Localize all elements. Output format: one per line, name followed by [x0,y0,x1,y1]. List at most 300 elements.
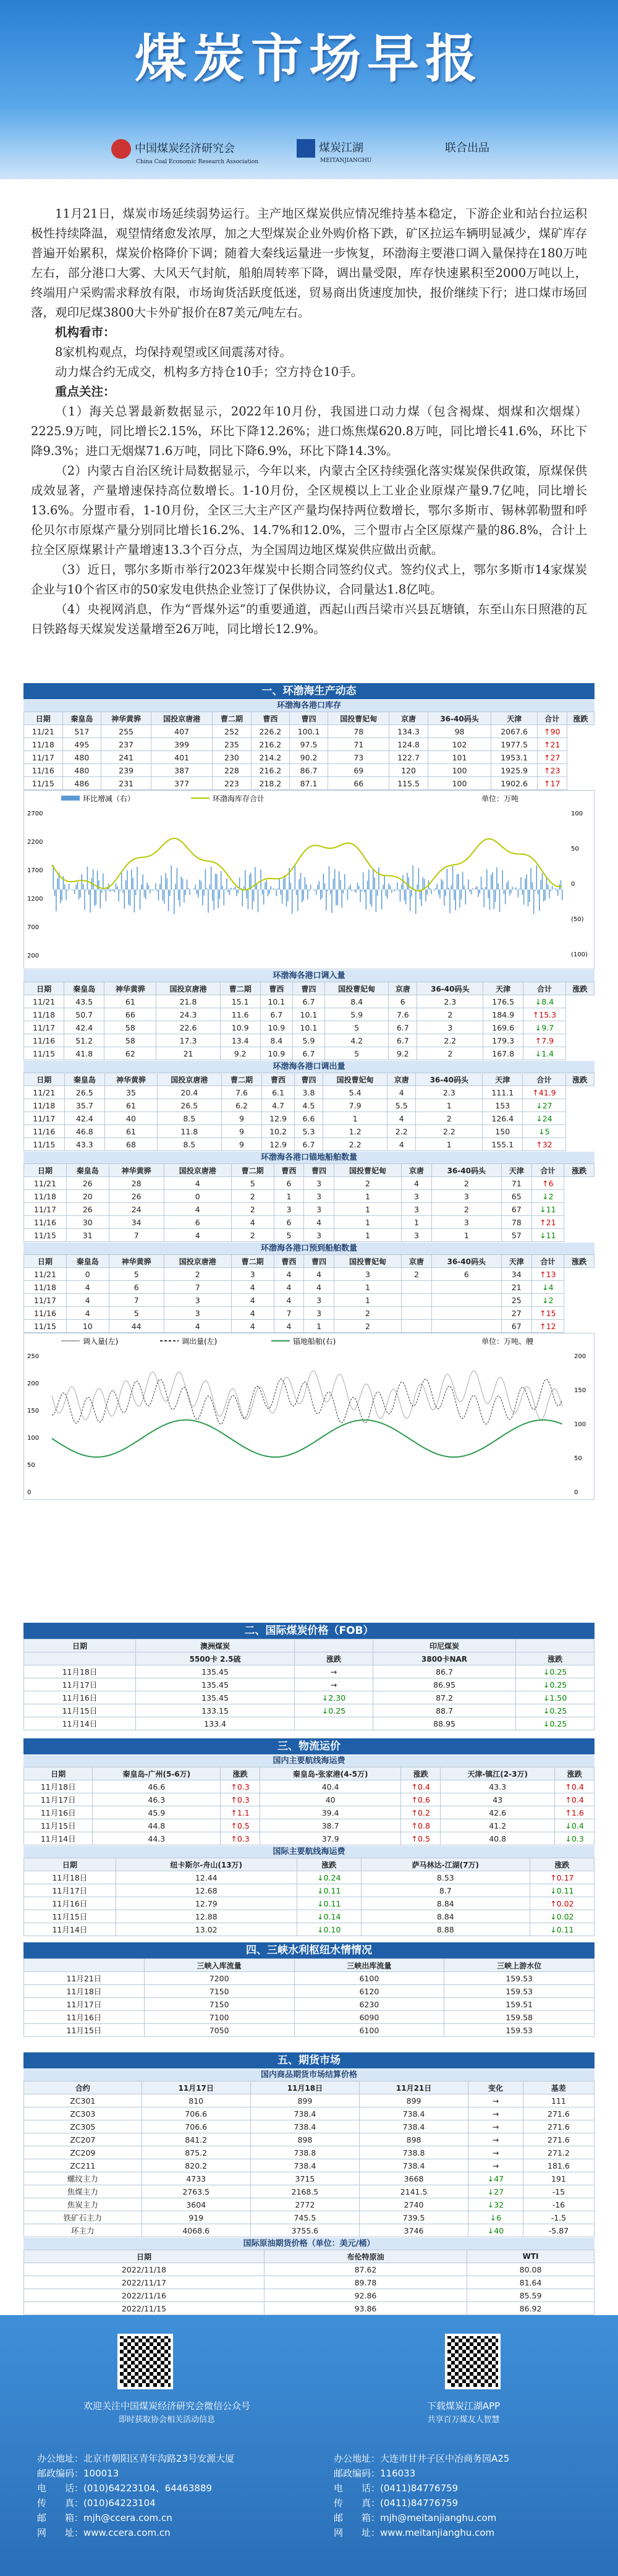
table-row [24,2094,595,2107]
col-header: 神华黄骅 [101,712,151,725]
table-row [24,2024,595,2037]
table-cell: 26.5 [157,1099,221,1112]
table-cell: 252 [213,725,252,738]
table-cell: 69 [328,764,389,777]
col-header: 涨跌 [295,1652,373,1665]
table-cell: 3 [304,1294,334,1307]
table-cell: ↑0.8 [401,1819,441,1832]
col-header: 曹二期 [220,982,260,995]
flow-chart-svg [24,1333,594,1499]
table-cell: 61 [105,1125,158,1138]
table-cell: 40 [260,1793,400,1806]
table-row [24,1910,595,1923]
table-cell: 134.3 [389,725,428,738]
table-cell: 10.9 [260,1047,292,1060]
table-cell: 21.8 [156,995,220,1008]
legend-label: 锚地船舶(右) [293,1337,336,1346]
table-cell: 4 [231,1216,274,1229]
table-cell: ↓0.3 [555,1832,595,1845]
table-cell: 11月18日 [24,1871,116,1884]
table-cell: 135.45 [135,1665,294,1678]
col-header: 秦皇岛 [66,1255,109,1268]
table-cell: 706.6 [142,2120,250,2133]
table-cell: 2 [164,1268,231,1281]
table-cell: 8.4 [325,995,389,1008]
table-cell: → [468,2107,523,2120]
table-cell: 387 [151,764,213,777]
intro-focus-2: （2）内蒙古自治区统计局数据显示，今年以来，内蒙古全区持续强化落实煤炭保供政策，原煤保供成效显著，产量增速保持高位数增长。1-10月份，全区规模以上工业企业原煤产量9.7亿吨，同比增长13.6%。分盟市看，1-10月份，全区三大主产区产量均保持两位数增长，鄂尔多斯市、锡林郭勒盟和呼伦贝尔市原煤产量分别同比增长16.2%、14.7%和12.0%，三个盟市占全区原煤产量的86.8%，合计上拉全区原煤累计产量增速13.3个百分点，为全国周边地区煤炭供应做出贡献。 [31,464,587,557]
col-header [24,1959,145,1972]
table-cell: 4 [164,1320,231,1333]
table-cell: 191 [523,2172,594,2185]
table-cell: 1 [334,1216,401,1229]
table-cell: 159.58 [444,2011,595,2024]
footer-info-line: 传 真：(010)64223104 [37,2497,156,2509]
table-cell: 11.6 [220,1008,260,1021]
table-cell: 159.53 [444,2024,595,2037]
table-cell: 34 [109,1216,164,1229]
table-cell: 6 [164,1216,231,1229]
table-cell: 6100 [294,2024,444,2037]
table-cell: ↑0.5 [401,1832,441,1845]
table-row [24,2159,595,2172]
ccera-logo [111,139,258,165]
col-header: 11月18日 [250,2081,359,2094]
table-cell: 11/16 [24,1307,67,1320]
anchorage-table-title: 环渤海各港口锚地船舶数量 [23,1151,595,1163]
table-row [24,764,595,777]
table-cell: 46.6 [93,1780,221,1793]
col-header: 国投京唐港 [157,1073,221,1086]
table-cell: 6.7 [292,1047,324,1060]
table-cell: 11月14日 [24,1832,93,1845]
table-cell: 焦炭主力 [24,2198,142,2211]
col-header: 曹西 [262,1073,294,1086]
table-row [24,1678,595,1691]
table-cell: 35.7 [64,1099,105,1112]
table-cell: 40.8 [441,1832,555,1845]
table-cell: → [468,2133,523,2146]
table-cell: 58 [104,1034,156,1047]
col-header: 36-40码头 [428,712,491,725]
col-header: 涨跌 [565,1073,594,1086]
table-cell: 44.3 [93,1832,221,1845]
col-header: WTI [467,2250,595,2263]
table-cell: 841.2 [142,2133,250,2146]
table-cell: 3 [431,1216,501,1229]
table-cell: 235 [213,738,252,751]
legend-label: 调出量(左) [182,1337,218,1346]
table-row [24,2263,595,2276]
table-cell: 111.1 [483,1086,523,1099]
table-cell: 1902.6 [491,777,537,790]
table-cell: 90.2 [289,751,328,764]
table-cell [431,1320,501,1333]
table-cell: 1 [334,1294,401,1307]
table-cell: 159.53 [444,1985,595,1998]
table-cell: 11/18 [24,1099,65,1112]
intro-summary: 11月21日，煤炭市场延续弱势运行。主产地区煤炭供应情况维持基本稳定，下游企业和站台拉运积极性持续降温，观望情绪愈发浓厚，加之大型煤炭企业外购价格下跌，矿区拉运车辆明显减少，煤矿库存普遍开始累积，煤炭价格降价下调；随着大秦线运量进一步恢复，环渤海主要港口调入量保持在180万吨左右，部分港口大雾、大风天气封航，船舶周转率下降，调出量受限，库存快速累积至2000万吨以上，终端用户采购需求释放有限，市场询货活跃度低迷，贸易商出货速度加快，报价继续下行；进口煤市场回落，观印尼煤3800大卡外矿报价在87美元/吨左右。 [31,206,587,320]
table-cell: 738.4 [250,2107,359,2120]
domestic-freight-table [23,1767,595,1845]
table-cell: 89.78 [264,2276,467,2289]
table-cell: 35 [105,1086,158,1099]
table-cell: 11月17日 [24,1793,93,1806]
y-tick-left: 200 [27,953,40,959]
col-header: 5500卡 2.5硫 [135,1652,294,1665]
table-cell: 24.3 [156,1008,220,1021]
table-cell: 11/17 [24,1203,67,1216]
table-cell: 61 [104,995,156,1008]
table-cell: 2 [402,1268,432,1281]
table-row [24,1047,595,1060]
footer-info-line: 办公地址：北京市朝阳区青年沟路23号安源大厦 [37,2453,235,2464]
table-cell: 3 [304,1190,334,1203]
table-cell: 2 [231,1190,274,1203]
table-cell: 4 [66,1281,109,1294]
table-cell: 10.1 [292,1008,324,1021]
table-cell: 7 [274,1307,304,1320]
y-tick-left: 1200 [27,896,43,903]
table-row [24,1780,595,1793]
table-cell: 6120 [294,1985,444,1998]
table-cell: 2.3 [416,1086,483,1099]
table-cell: 11月16日 [24,1691,136,1704]
mtjh-emblem-icon [297,139,315,158]
table-cell: 26 [109,1190,164,1203]
table-cell: 8.84 [361,1910,530,1923]
table-cell: 4.5 [294,1099,323,1112]
col-header: 变化 [468,2081,523,2094]
table-cell: ↑0.4 [555,1793,595,1806]
col-header: 36-40码头 [431,1255,501,1268]
table-cell: 11月16日 [24,1897,116,1910]
table-cell [402,1294,432,1307]
table-cell: 875.2 [142,2146,250,2159]
table-cell: 11/18 [24,1008,64,1021]
table-row [24,1203,595,1216]
table-cell: 181.6 [523,2159,594,2172]
table-cell: 4.2 [325,1034,389,1047]
table-cell: 214.2 [251,751,289,764]
table-cell: 5 [109,1268,164,1281]
table-cell: 0 [66,1268,109,1281]
col-header: 日期 [24,1639,136,1652]
table-cell: 159.53 [444,1972,595,1985]
table-cell: 71 [328,738,389,751]
table-cell: 2.2 [416,1125,483,1138]
table-cell: 4 [274,1294,304,1307]
table-cell: ↑0.3 [221,1780,260,1793]
table-row [24,1138,595,1151]
table-cell: 10 [66,1320,109,1333]
table-cell: 11月17日 [24,1678,136,1691]
table-cell: 3715 [250,2172,359,2185]
table-cell: 41.2 [441,1819,555,1832]
table-cell: 88.95 [373,1717,515,1730]
table-cell: 495 [62,738,101,751]
table-cell: 3668 [359,2172,468,2185]
table-cell: 73 [328,751,389,764]
table-cell: 7100 [144,2011,294,2024]
table-cell: 4733 [142,2172,250,2185]
table-cell: ↓1.50 [516,1691,595,1704]
table-cell: 88.7 [373,1704,515,1717]
table-cell: 3 [304,1203,334,1216]
table-cell: 26 [66,1203,109,1216]
table-cell: 12.9 [262,1138,294,1151]
logo-bar [0,133,618,168]
table-cell [431,1294,501,1307]
table-cell: -15 [523,2185,594,2198]
table-cell: ↓4 [531,1281,564,1294]
table-cell: 25 [501,1294,531,1307]
table-cell: → [468,2159,523,2172]
table-cell: 10.9 [220,1021,260,1034]
table-row [24,2302,595,2315]
table-cell: 21 [501,1281,531,1294]
table-cell: 2022/11/18 [24,2263,265,2276]
table-cell: ↓11 [531,1203,564,1216]
col-header: 曹四 [304,1164,334,1177]
table-cell: 3 [304,1229,334,1242]
table-cell: ↓2 [531,1190,564,1203]
table-cell: 42.4 [64,1112,105,1125]
table-cell: 167.8 [483,1047,523,1060]
table-cell: 97.5 [289,738,328,751]
table-cell: ↓2 [531,1294,564,1307]
table-cell: ↓40 [468,2224,523,2237]
table-cell: 3 [402,1203,432,1216]
col-header: 曹二期 [221,1073,262,1086]
col-header: 国投京唐港 [156,982,220,995]
table-cell: 6090 [294,2011,444,2024]
mtjh-logo [297,139,371,164]
table-cell: 4 [304,1281,334,1294]
table-cell: ZC209 [24,2146,142,2159]
table-row [24,1268,595,1281]
table-cell: 8.84 [361,1897,530,1910]
table-cell: 71 [501,1177,531,1190]
ccera-name-en: China Coal Economic Research Association [136,159,259,165]
table-cell: ↓32 [468,2198,523,2211]
table-cell: ZC207 [24,2133,142,2146]
table-cell: 11/17 [24,751,63,764]
table-cell: ↑6 [531,1177,564,1190]
section-three-gorges [23,1942,595,2037]
y-tick-left: 0 [27,1489,32,1496]
table-cell: 7150 [144,1985,294,1998]
table-cell: 133.15 [135,1704,294,1717]
table-cell: 5 [325,1021,389,1034]
table-cell: ↓24 [523,1112,565,1125]
col-header: 曹西 [251,712,289,725]
table-cell: 486 [62,777,101,790]
table-cell: 3.8 [294,1086,323,1099]
table-cell: 4 [231,1281,274,1294]
col-header: 日期 [24,1255,67,1268]
table-cell: 4 [231,1294,274,1307]
table-cell: 517 [62,725,101,738]
table-cell: ↑13 [531,1268,564,1281]
table-cell: 216.2 [251,764,289,777]
table-row [24,2198,595,2211]
y-tick-right: 50 [574,1455,582,1462]
col-header: 合计 [537,712,567,725]
col-header: 日期 [24,712,63,725]
table-row [24,1307,595,1320]
expected-ships-table-title: 环渤海各港口预到船舶数量 [23,1242,595,1254]
col-header: 萨马林达-江湖(7万) [361,1858,530,1871]
col-header: 日期 [24,982,64,995]
footer-right-sub: 共享百万煤友人智慧 [427,2415,500,2425]
col-header: 三峡上游水位 [444,1959,595,1972]
table-cell: 11/17 [24,1021,64,1034]
table-cell: 11月15日 [24,1910,116,1923]
table-cell: 6 [109,1281,164,1294]
table-cell: 10.1 [260,995,292,1008]
table-cell: ↑21 [531,1216,564,1229]
table-cell: 78 [328,725,389,738]
table-cell: ↓0.25 [516,1704,595,1717]
table-cell: 738.4 [359,2120,468,2133]
outflow-table-title: 环渤海各港口调出量 [23,1060,595,1073]
col-header: 曹西 [274,1255,304,1268]
table-cell: 6 [274,1216,304,1229]
table-row [24,2133,595,2146]
table-cell: 39.4 [260,1806,400,1819]
table-cell: -16 [523,2198,594,2211]
table-cell: ↑0.02 [530,1897,594,1910]
table-cell: ↓0.11 [530,1884,594,1897]
anchorage-line [52,1420,562,1457]
y-tick-left: 50 [27,1462,35,1469]
section-bohai [23,683,595,1500]
table-cell: 6.7 [292,995,324,1008]
table-cell: 1 [323,1112,387,1125]
table-cell: 11/17 [24,1112,65,1125]
footer-info-line: 办公地址：大连市甘井子区中冶商务园A25 [334,2453,510,2464]
col-header: 京唐 [387,1073,416,1086]
table-cell: 4 [402,1177,432,1190]
table-cell: 1 [304,1320,334,1333]
table-cell: 231 [101,777,151,790]
col-header: 曹四 [292,982,324,995]
table-cell: 65 [501,1190,531,1203]
table-row [24,1021,595,1034]
table-row [24,2011,595,2024]
col-header: 涨跌 [564,1164,595,1177]
table-row [24,1717,595,1730]
table-cell: 2 [231,1203,274,1216]
table-row [24,1665,595,1678]
col-header: 三峡入库流量 [144,1959,294,1972]
table-cell: 10.1 [292,1021,324,1034]
table-cell: ↓0.10 [297,1923,361,1936]
table-cell: 126.4 [483,1112,523,1125]
footer-right-info [334,2451,599,2540]
table-cell: 738.4 [359,2159,468,2172]
footer-info-line: 网 址：www.ccera.com.cn [37,2527,171,2538]
table-cell: 738.8 [250,2146,359,2159]
col-header: 天津-镇江(2-3万) [441,1767,555,1780]
table-cell: 155.1 [483,1138,523,1151]
col-header: 京唐 [389,982,417,995]
table-cell: 61 [105,1099,158,1112]
table-cell: 1977.5 [491,738,537,751]
y-tick-left: 100 [27,1435,40,1442]
anchorage-table [23,1163,595,1242]
table-cell: ZC211 [24,2159,142,2172]
table-cell: 6.1 [262,1086,294,1099]
table-cell: ↓0.4 [555,1819,595,1832]
table-cell: ↑15.3 [523,1008,566,1021]
col-header: 京唐 [389,712,428,725]
intl-freight-table [23,1858,595,1936]
table-cell: → [468,2146,523,2159]
table-row [24,1793,595,1806]
table-row [24,2289,595,2302]
col-header: 曹四 [294,1073,323,1086]
table-cell: 4 [164,1203,231,1216]
table-cell: 3 [334,1268,401,1281]
table-cell: 706.6 [142,2107,250,2120]
inventory-chart [23,790,595,969]
table-cell: 12.68 [116,1884,297,1897]
table-cell: ↑27 [537,751,567,764]
table-cell: 11/21 [24,995,64,1008]
footer-info-line: 电 话：(010)64223104、64463889 [37,2483,213,2494]
table-cell: ↑21 [537,738,567,751]
app-qr-code [445,2334,501,2389]
table-cell: 100.1 [289,725,328,738]
col-header: 日期 [24,1164,67,1177]
table-row [24,1871,595,1884]
table-cell: 30 [66,1216,109,1229]
table-cell: 377 [151,777,213,790]
table-row [24,1294,595,1307]
table-cell: 44 [109,1320,164,1333]
section-futures-title: 五、期货市场 [23,2052,595,2068]
table-cell: 26 [66,1177,109,1190]
table-cell: ↓5 [523,1125,565,1138]
table-cell: → [468,2094,523,2107]
table-cell: 环主力 [24,2224,142,2237]
table-cell: 4 [274,1281,304,1294]
table-cell: 11/16 [24,1034,64,1047]
inventory-chart-svg [24,791,594,969]
table-row [24,1819,595,1832]
footer-left-info [37,2451,303,2540]
table-cell: 179.3 [483,1034,523,1047]
table-cell: 2022/11/16 [24,2289,265,2302]
table-cell: 6 [431,1268,501,1281]
table-cell: 15.1 [220,995,260,1008]
table-cell: 2 [417,1047,483,1060]
domestic-freight-title: 国内主要航线海运费 [23,1754,595,1767]
table-cell: 7150 [144,1998,294,2011]
col-header: 曹四 [304,1255,334,1268]
table-cell: 5 [231,1177,274,1190]
col-header: 澳洲煤炭 [135,1639,294,1652]
table-cell: 271.2 [523,2146,594,2159]
table-cell: 6.7 [260,1008,292,1021]
table-cell: 9.2 [220,1047,260,1060]
table-cell: 62 [104,1047,156,1060]
table-cell: 10.9 [260,1021,292,1034]
col-header: 秦皇岛 [66,1164,109,1177]
table-cell: 13.4 [220,1034,260,1047]
